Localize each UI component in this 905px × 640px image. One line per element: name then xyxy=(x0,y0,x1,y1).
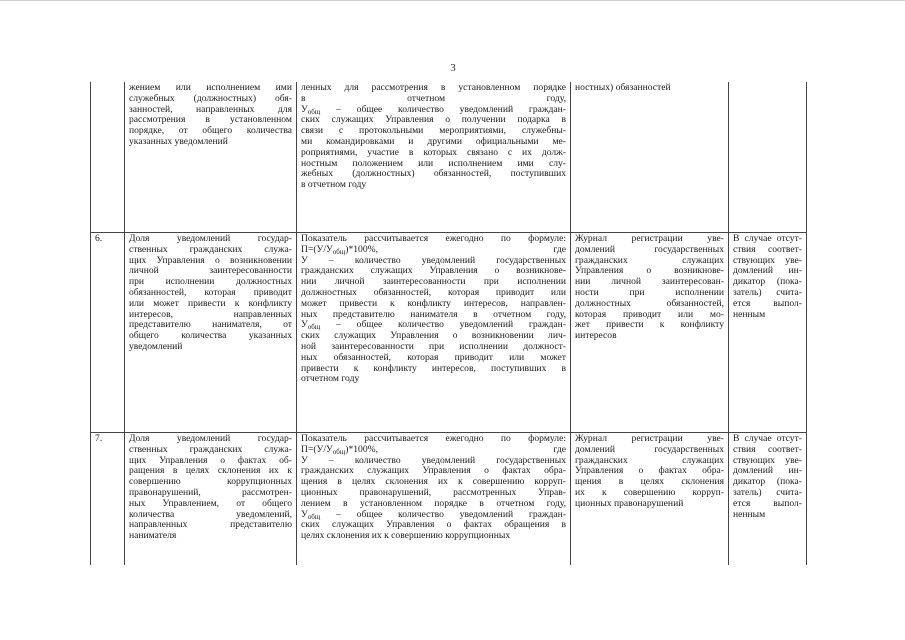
text-line: Управления о фактах обра- xyxy=(575,466,724,477)
text-line: жением или исполнением ими xyxy=(129,83,292,93)
text-line: ется выпол- xyxy=(733,498,802,509)
text-line: нанимателя xyxy=(129,531,177,542)
text-line: при исполнении должностных xyxy=(129,277,292,288)
row-number: 6. xyxy=(91,233,125,433)
text-line: должностных обязанностей, xyxy=(575,298,724,309)
text-line: общего количества указанных xyxy=(129,331,292,342)
text-line: ственных гражданских служа- xyxy=(129,444,292,455)
text-line: интересов xyxy=(575,331,617,342)
text-line: Доля уведомлений государ- xyxy=(129,434,292,444)
text-line: ленных для рассмотрения в установленном порядке xyxy=(301,83,566,93)
text-line: жет привести к конфликту xyxy=(575,320,724,331)
page-number: 3 xyxy=(450,62,456,74)
text-line: щения в целях склонения их к совершению корруп- xyxy=(301,477,566,488)
text-line: направленных представителю xyxy=(129,520,292,531)
data-source-cell xyxy=(571,433,729,566)
text-line: В случае отсут- xyxy=(733,234,802,244)
text-line: $П=(У/У_{общ})*100\%$, где xyxy=(301,244,566,256)
text-line: интересов, направленных xyxy=(129,309,292,320)
note-cell xyxy=(729,433,807,566)
indicator-cell xyxy=(125,433,297,566)
text-line: занностей, направленных для xyxy=(129,104,292,115)
data-source-cell xyxy=(571,233,729,433)
text-line: рассмотрения в установленном xyxy=(129,115,292,126)
text-line: ских служащих Управления о получении подарка в xyxy=(301,115,566,126)
text-line: жебных (должностных) обязанностей, поступивших xyxy=(301,169,566,180)
text-line: личной заинтересованности xyxy=(129,266,292,277)
data-source-cell xyxy=(571,82,729,233)
text-line: щения в целях склонения xyxy=(575,477,724,488)
text-line: количества уведомлений, xyxy=(129,509,292,520)
text-line: В случае отсут- xyxy=(733,434,802,444)
text-line: домлений ин- xyxy=(733,266,802,277)
text-line: ненным xyxy=(733,509,766,520)
text-line: Показатель рассчитывается ежегодно по формуле: xyxy=(301,234,566,244)
text-line: У – количество уведомлений государственных xyxy=(301,255,566,266)
text-line: в отчетном году xyxy=(301,180,367,191)
text-line: в отчетном году, xyxy=(301,93,566,104)
text-line: ращения в целях склонения их к xyxy=(129,466,292,477)
text-line: должностных обязанностей, которая приводит или xyxy=(301,287,566,298)
indicator-cell xyxy=(125,82,297,233)
text-line: ных Управлением, от общего xyxy=(129,498,292,509)
note-cell xyxy=(729,82,807,233)
text-line: Журнал регистрации уве- xyxy=(575,434,724,444)
text-line: указанных уведомлений xyxy=(129,136,228,147)
text-line: уведомлений xyxy=(129,341,183,352)
text-line: ется выпол- xyxy=(733,298,802,309)
text-line: ностным положением или исполнением ими слу- xyxy=(301,158,566,169)
text-line: совершению коррупционных xyxy=(129,477,292,488)
text-line: щих Управления о фактах об- xyxy=(129,455,292,466)
text-line: ненным xyxy=(733,309,766,320)
text-line: правонарушений, рассмотрен- xyxy=(129,487,292,498)
text-line: гражданских служащих Управления о возникнове- xyxy=(301,266,566,277)
text-line: или может привести к конфликту xyxy=(129,298,292,309)
text-line: Журнал регистрации уве- xyxy=(575,234,724,244)
text-line: ствующих уве- xyxy=(733,455,802,466)
text-line: $У_{общ}$ – общее количество уведомлений граждан- xyxy=(301,320,566,332)
text-line: ских служащих Управления о фактах обращения в xyxy=(301,520,566,531)
text-line: гражданских служащих xyxy=(575,255,724,266)
page-top-rule xyxy=(0,0,905,1)
text-line: ных обязанностей, которая приводит или может xyxy=(301,352,566,363)
calculation-method-cell xyxy=(297,82,571,233)
text-line: дикатор (пока- xyxy=(733,277,802,288)
text-line: Доля уведомлений государ- xyxy=(129,234,292,244)
text-line: У – количество уведомлений государственных xyxy=(301,455,566,466)
text-line: ционных правонарушений xyxy=(575,498,684,509)
row-number xyxy=(91,82,125,233)
text-line: ствия соответ- xyxy=(733,244,802,255)
text-line: домлений государственных xyxy=(575,244,724,255)
row-number: 7. xyxy=(91,433,125,566)
text-line: затель) счита- xyxy=(733,487,802,498)
text-line: ционных правонарушений, рассмотренных Управ- xyxy=(301,487,566,498)
text-line: нии личной заинтересован- xyxy=(575,277,724,288)
text-line: ных представителю нанимателя в отчетном году, xyxy=(301,309,566,320)
text-line: гражданских служащих xyxy=(575,455,724,466)
text-line: ских служащих Управления о возникновении лич- xyxy=(301,331,566,342)
text-line: ственных гражданских служа- xyxy=(129,244,292,255)
indicator-cell xyxy=(125,233,297,433)
text-line: целях склонения их к совершению коррупционных xyxy=(301,531,511,542)
text-line: отчетном году xyxy=(301,374,360,385)
text-line: ми командировками и другими официальными ме- xyxy=(301,136,566,147)
calculation-method-cell xyxy=(297,233,571,433)
text-line: служебных (должностных) обя- xyxy=(129,93,292,104)
text-line: их к совершению корруп- xyxy=(575,487,724,498)
text-line: Управления о возникнове- xyxy=(575,266,724,277)
table-row xyxy=(91,233,807,433)
text-line: обязанностей, которая приводит xyxy=(129,287,292,298)
text-line: ствующих уве- xyxy=(733,255,802,266)
text-line: домлений государственных xyxy=(575,444,724,455)
text-line: $У_{общ}$ – общее количество уведомлений граждан- xyxy=(301,509,566,521)
text-line: нии личной заинтересованности при исполнении xyxy=(301,277,566,288)
text-line: $У_{общ}$ – общее количество уведомлений граждан- xyxy=(301,104,566,116)
text-line: дикатор (пока- xyxy=(733,477,802,488)
text-line: может привести к конфликту интересов, направлен- xyxy=(301,298,566,309)
text-line: Показатель рассчитывается ежегодно по формуле: xyxy=(301,434,566,444)
text-line: ностных) обязанностей xyxy=(575,83,671,93)
table-row xyxy=(91,433,807,566)
text-line: лением в установленном порядке в отчетном году, xyxy=(301,498,566,509)
indicators-table xyxy=(90,82,807,565)
calculation-method-cell xyxy=(297,433,571,566)
text-line: порядке, от общего количества xyxy=(129,126,292,137)
text-line: гражданских служащих Управления о фактах обра- xyxy=(301,466,566,477)
text-line: которая приводит или мо- xyxy=(575,309,724,320)
text-line: $П=(У/У_{общ})*100\%$, где xyxy=(301,444,566,456)
text-line: домлений ин- xyxy=(733,466,802,477)
text-line: ствия соответ- xyxy=(733,444,802,455)
text-line: щих Управления о возникновении xyxy=(129,255,292,266)
note-cell xyxy=(729,233,807,433)
text-line: связи с протокольными мероприятиями, служебны- xyxy=(301,126,566,137)
text-line: ной заинтересованности при исполнении должност- xyxy=(301,341,566,352)
text-line: ности при исполнении xyxy=(575,287,724,298)
text-line: роприятиями, участие в которых связано с их долж- xyxy=(301,147,566,158)
text-line: привести к конфликту интересов, поступивших в xyxy=(301,363,566,374)
text-line: представителю нанимателя, от xyxy=(129,320,292,331)
text-line: затель) счита- xyxy=(733,287,802,298)
table-row xyxy=(91,82,807,233)
